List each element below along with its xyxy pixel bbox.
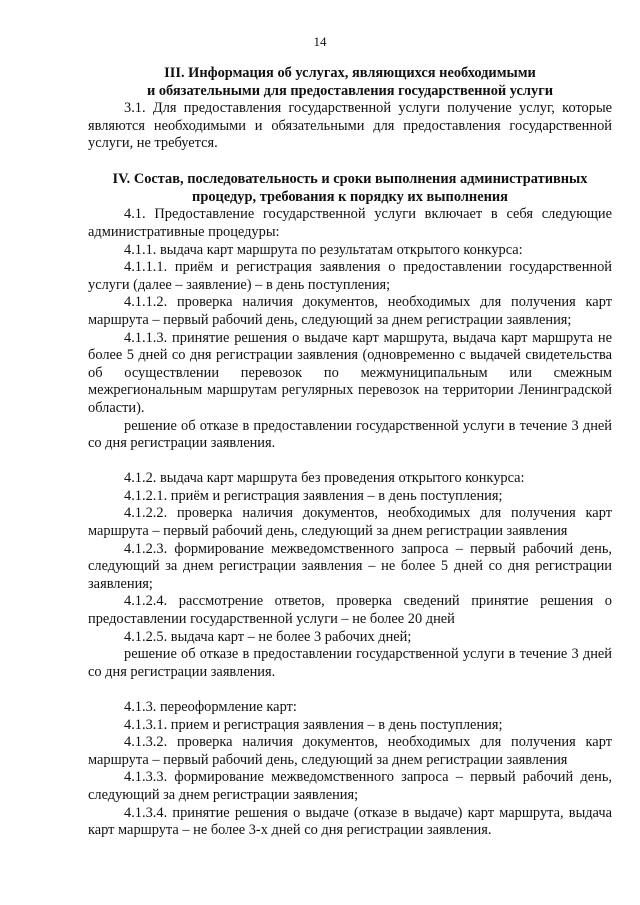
paragraph-spacer: [88, 453, 612, 471]
paragraph: 4.1.1.1. приём и регистрация заявления о предоставлении государственной услуги (далее – заявление) – в день поступления;: [88, 259, 612, 293]
paragraph: 4.1.1. выдача карт маршрута по результатам открытого конкурса:: [124, 241, 523, 258]
section-4-heading-line-2: процедур, требования к порядку их выполнения: [192, 189, 508, 206]
section-3: [88, 64, 612, 153]
paragraph: 4.1. Предоставление государственной услуги включает в себя следующие административные процедуры:: [88, 206, 612, 240]
page-content: [88, 64, 612, 840]
paragraph: 4.1.2.3. формирование межведомственного запроса – первый рабочий день, следующий за днем регистрации заявления – не более 5 дней со дня регистрации заявления;: [88, 540, 612, 592]
paragraph: 4.1.2.2. проверка наличия документов, необходимых для получения карт маршрута – первый рабочий день, следующий за днем регистрации заявления: [88, 505, 612, 540]
section-3-heading-line-2: и обязательными для предоставления государственной услуги: [146, 83, 554, 99]
paragraph: 4.1.2.1. приём и регистрация заявления – в день поступления;: [124, 487, 503, 504]
paragraph: 4.1.2. выдача карт маршрута без проведения открытого конкурса:: [124, 470, 525, 487]
page-number: 14: [313, 34, 327, 49]
paragraph: 4.1.1.2. проверка наличия документов, необходимых для получения карт маршрута – первый рабочий день, следующий за днем регистрации заявления;: [88, 294, 612, 328]
paragraph: 4.1.1.3. принятие решения о выдаче карт маршрута, выдача карт маршрута не более 5 дней со дня регистрации заявления (одновременно с выдачей свидетельства об осуществлении перевозок по межмуниципальным или смежным межрегиональным маршрутам регулярных перевозок на территории Ленинградской области).: [88, 329, 612, 416]
paragraph-3-1: 3.1. Для предоставления государственной услуги получение услуг, которые являются необходимыми и обязательными для предоставления государственной услуги, не требуется.: [88, 100, 612, 152]
paragraph: 4.1.3.4. принятие решения о выдаче (отказе в выдаче) карт маршрута, выдача карт маршрута – не более 3-х дней со дня регистрации заявления.: [88, 804, 612, 839]
section-4-heading-line-1: IV. Состав, последовательность и сроки выполнения административных: [112, 171, 588, 188]
section-3-heading-line-1: III. Информация об услугах, являющихся необходимыми: [164, 65, 536, 81]
paragraph: 4.1.3.1. прием и регистрация заявления – в день поступления;: [124, 716, 503, 733]
paragraph-spacer: [88, 681, 612, 699]
paragraph: решение об отказе в предоставлении государственной услуги в течение 3 дней со дня регистрации заявления.: [88, 646, 612, 680]
paragraph: 4.1.3.2. проверка наличия документов, необходимых для получения карт маршрута – первый рабочий день, следующий за днем регистрации заявления: [88, 734, 612, 768]
section-4: [88, 170, 612, 839]
paragraph: решение об отказе в предоставлении государственной услуги в течение 3 дней со дня регистрации заявления.: [88, 417, 612, 452]
paragraph: 4.1.3. переоформление карт:: [124, 699, 297, 715]
section-spacer: [88, 153, 612, 171]
paragraph: 4.1.3.3. формирование межведомственного запроса – первый рабочий день, следующий за днем регистрации заявления;: [88, 769, 612, 803]
paragraph: 4.1.2.4. рассмотрение ответов, проверка сведений принятие решения о предоставлении государственной услуги – не более 20 дней: [88, 593, 612, 628]
paragraph: 4.1.2.5. выдача карт – не более 3 рабочих дней;: [124, 628, 412, 645]
